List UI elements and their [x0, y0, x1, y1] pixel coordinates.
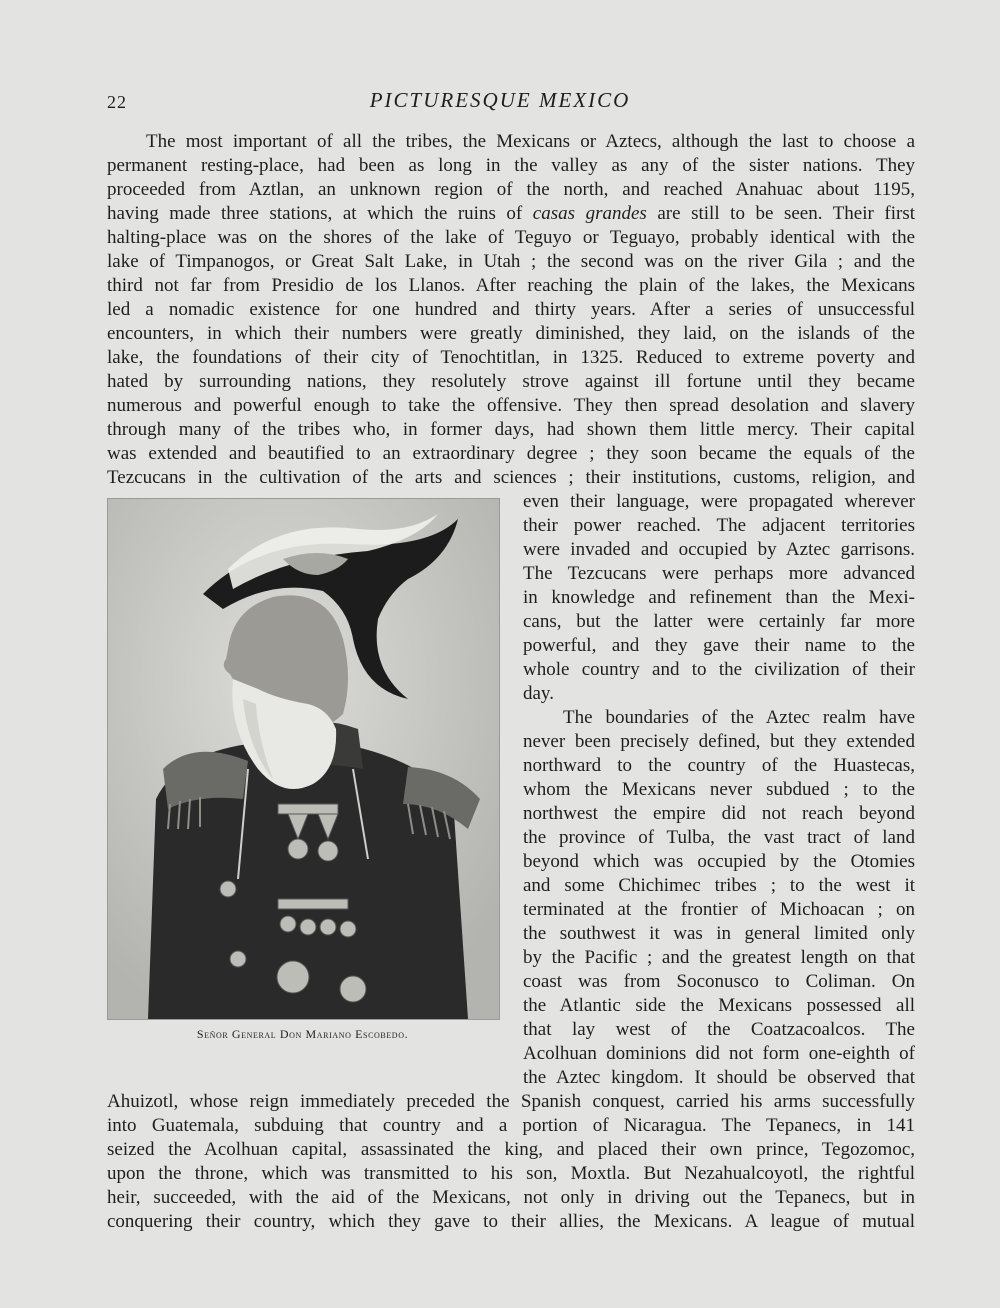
text-line: Ahuizotl, whose reign immediately preceded the Spanish conquest, carried his arms successfully — [107, 1091, 915, 1112]
text-line: lake of Timpanogos, or Great Salt Lake, in Utah ; the second was on the river Gila ; and the — [107, 251, 915, 272]
text-line: encounters, in which their numbers were greatly diminished, they laid, on the islands of the — [107, 323, 915, 344]
column-line: terminated at the frontier of Michoacan ; on — [523, 899, 915, 920]
column-line: in knowledge and refinement than the Mexi- — [523, 587, 915, 608]
running-title: PICTURESQUE MEXICO — [369, 88, 631, 112]
text-line: led a nomadic existence for one hundred and thirty years. After a series of unsuccessful — [107, 299, 915, 320]
text-line-with-italic — [107, 202, 915, 225]
text-line: third not far from Presidio de los Llanos. After reaching the plain of the lakes, the Mexicans — [107, 275, 915, 296]
column-line: northwest the empire did not reach beyond — [523, 803, 915, 824]
text-segment: having made three stations, at which the ruins of — [107, 203, 523, 224]
column-line: Acolhuan dominions did not form one-eighth of — [523, 1043, 915, 1064]
column-line: that lay west of the Coatzacoalcos. The — [523, 1019, 915, 1040]
text-line: permanent resting-place, had been as long in the valley as any of the sister nations. They — [107, 155, 915, 176]
text-line: seized the Acolhuan capital, assassinated the king, and placed their own prince, Tegozomoc, — [107, 1139, 915, 1160]
text-line: through many of the tribes who, in former days, had shown them little mercy. Their capital — [107, 419, 915, 440]
text-line: conquering their country, which they gave to their allies, the Mexicans. A league of mutual — [107, 1211, 915, 1232]
column-line: were invaded and occupied by Aztec garrisons. — [523, 539, 915, 560]
column-line: whom the Mexicans never subdued ; to the — [523, 779, 915, 800]
italic-phrase: casas grandes — [532, 203, 647, 224]
text-line: into Guatemala, subduing that country and a portion of Nicaragua. The Tepanecs, in 141 — [107, 1115, 915, 1136]
text-line: was extended and beautified to an extraordinary degree ; they soon became the equals of the — [107, 443, 915, 464]
text-line: numerous and powerful enough to take the offensive. They then spread desolation and slavery — [107, 395, 915, 416]
column-line: their power reached. The adjacent territories — [523, 515, 915, 536]
text-segment: are still to be seen. Their first — [657, 203, 916, 224]
column-line: northward to the country of the Huastecas, — [523, 755, 915, 776]
portrait-photograph — [107, 498, 500, 1020]
text-line: halting-place was on the shores of the lake of Teguyo or Teguayo, probably identical with the — [107, 227, 915, 248]
text-line: upon the throne, which was transmitted to his son, Moxtla. But Nezahualcoyotl, the rightful — [107, 1163, 915, 1184]
column-line: powerful, and they gave their name to the — [523, 635, 915, 656]
text-line: The most important of all the tribes, the Mexicans or Aztecs, although the last to choose a — [146, 131, 915, 152]
column-line: coast was from Soconusco to Coliman. On — [523, 971, 915, 992]
column-line: The Tezcucans were perhaps more advanced — [523, 563, 915, 584]
column-line: the Atlantic side the Mexicans possessed all — [523, 995, 915, 1016]
text-line: lake, the foundations of their city of Tenochtitlan, in 1325. Reduced to extreme poverty and — [107, 347, 915, 368]
column-line: and some Chichimec tribes ; to the west it — [523, 875, 915, 896]
text-line: Tezcucans in the cultivation of the arts and sciences ; their institutions, customs, religion, and — [107, 467, 915, 488]
column-line: The boundaries of the Aztec realm have — [563, 707, 915, 728]
portrait-illustration — [108, 499, 499, 1019]
column-line: beyond which was occupied by the Otomies — [523, 851, 915, 872]
column-line: even their language, were propagated wherever — [523, 491, 915, 512]
column-line: the Aztec kingdom. It should be observed that — [523, 1067, 915, 1088]
text-line: hated by surrounding nations, they resolutely strove against ill fortune until they became — [107, 371, 915, 392]
column-line: never been precisely defined, but they extended — [523, 731, 915, 752]
figure-caption: Señor General Don Mariano Escobedo. — [196, 1027, 409, 1041]
column-line: the province of Tulba, the vast tract of land — [523, 827, 915, 848]
column-line: the southwest it was in general limited only — [523, 923, 915, 944]
column-line: by the Pacific ; and the greatest length on that — [523, 947, 915, 968]
column-line: whole country and to the civilization of their — [523, 659, 915, 680]
column-line: cans, but the latter were certainly far more — [523, 611, 915, 632]
page-number: 22 — [107, 92, 127, 112]
text-line: proceeded from Aztlan, an unknown region of the north, and reached Anahuac about 1195, — [107, 179, 915, 200]
column-line: day. — [523, 683, 554, 704]
text-line: heir, succeeded, with the aid of the Mexicans, not only in driving out the Tepanecs, but in — [107, 1187, 915, 1208]
